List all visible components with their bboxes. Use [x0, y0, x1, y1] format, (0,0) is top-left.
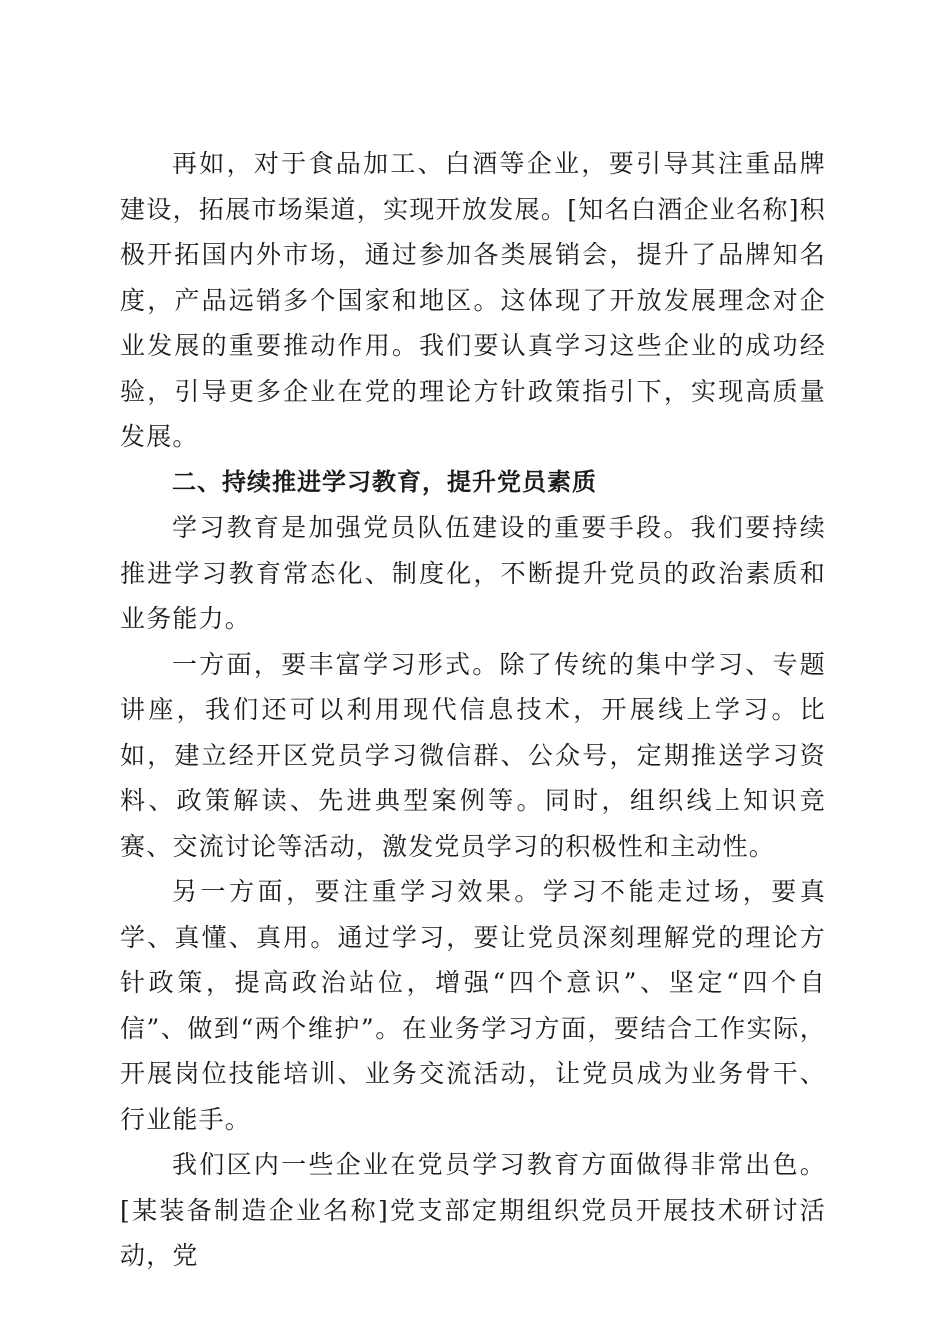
paragraph-enterprise-examples: 我们区内一些企业在党员学习教育方面做得非常出色。[某装备制造企业名称]党支部定期组织党员开展技术研讨活动，党 [120, 1150, 826, 1270]
document-page [120, 141, 826, 1279]
section-heading-study-education: 二、持续推进学习教育，提升党员素质 [172, 467, 597, 496]
paragraph-study-education-intro: 学习教育是加强党员队伍建设的重要手段。我们要持续推进学习教育常态化、制度化，不断提升党员的政治素质和业务能力。 [120, 513, 826, 633]
paragraph-brand-development: 再如，对于食品加工、白酒等企业，要引导其注重品牌建设，拓展市场渠道，实现开放发展。[知名白酒企业名称]积极开拓国内外市场，通过参加各类展销会，提升了品牌知名度，产品远销多个国家和地区。这体现了开放发展理念对企业发展的重要推动作用。我们要认真学习这些企业的成功经验，引导更多企业在党的理论方针政策指引下，实现高质量发展。 [120, 149, 826, 451]
paragraph-study-effectiveness: 另一方面，要注重学习效果。学习不能走过场，要真学、真懂、真用。通过学习，要让党员深刻理解党的理论方针政策，提高政治站位，增强“四个意识”、坚定“四个自信”、做到“两个维护”。在业务学习方面，要结合工作实际，开展岗位技能培训、业务交流活动，让党员成为业务骨干、行业能手。 [120, 877, 826, 1134]
paragraph-enrich-study-forms: 一方面，要丰富学习形式。除了传统的集中学习、专题讲座，我们还可以利用现代信息技术，开展线上学习。比如，建立经开区党员学习微信群、公众号，定期推送学习资料、政策解读、先进典型案例等。同时，组织线上知识竞赛、交流讨论等活动，激发党员学习的积极性和主动性。 [120, 649, 826, 861]
